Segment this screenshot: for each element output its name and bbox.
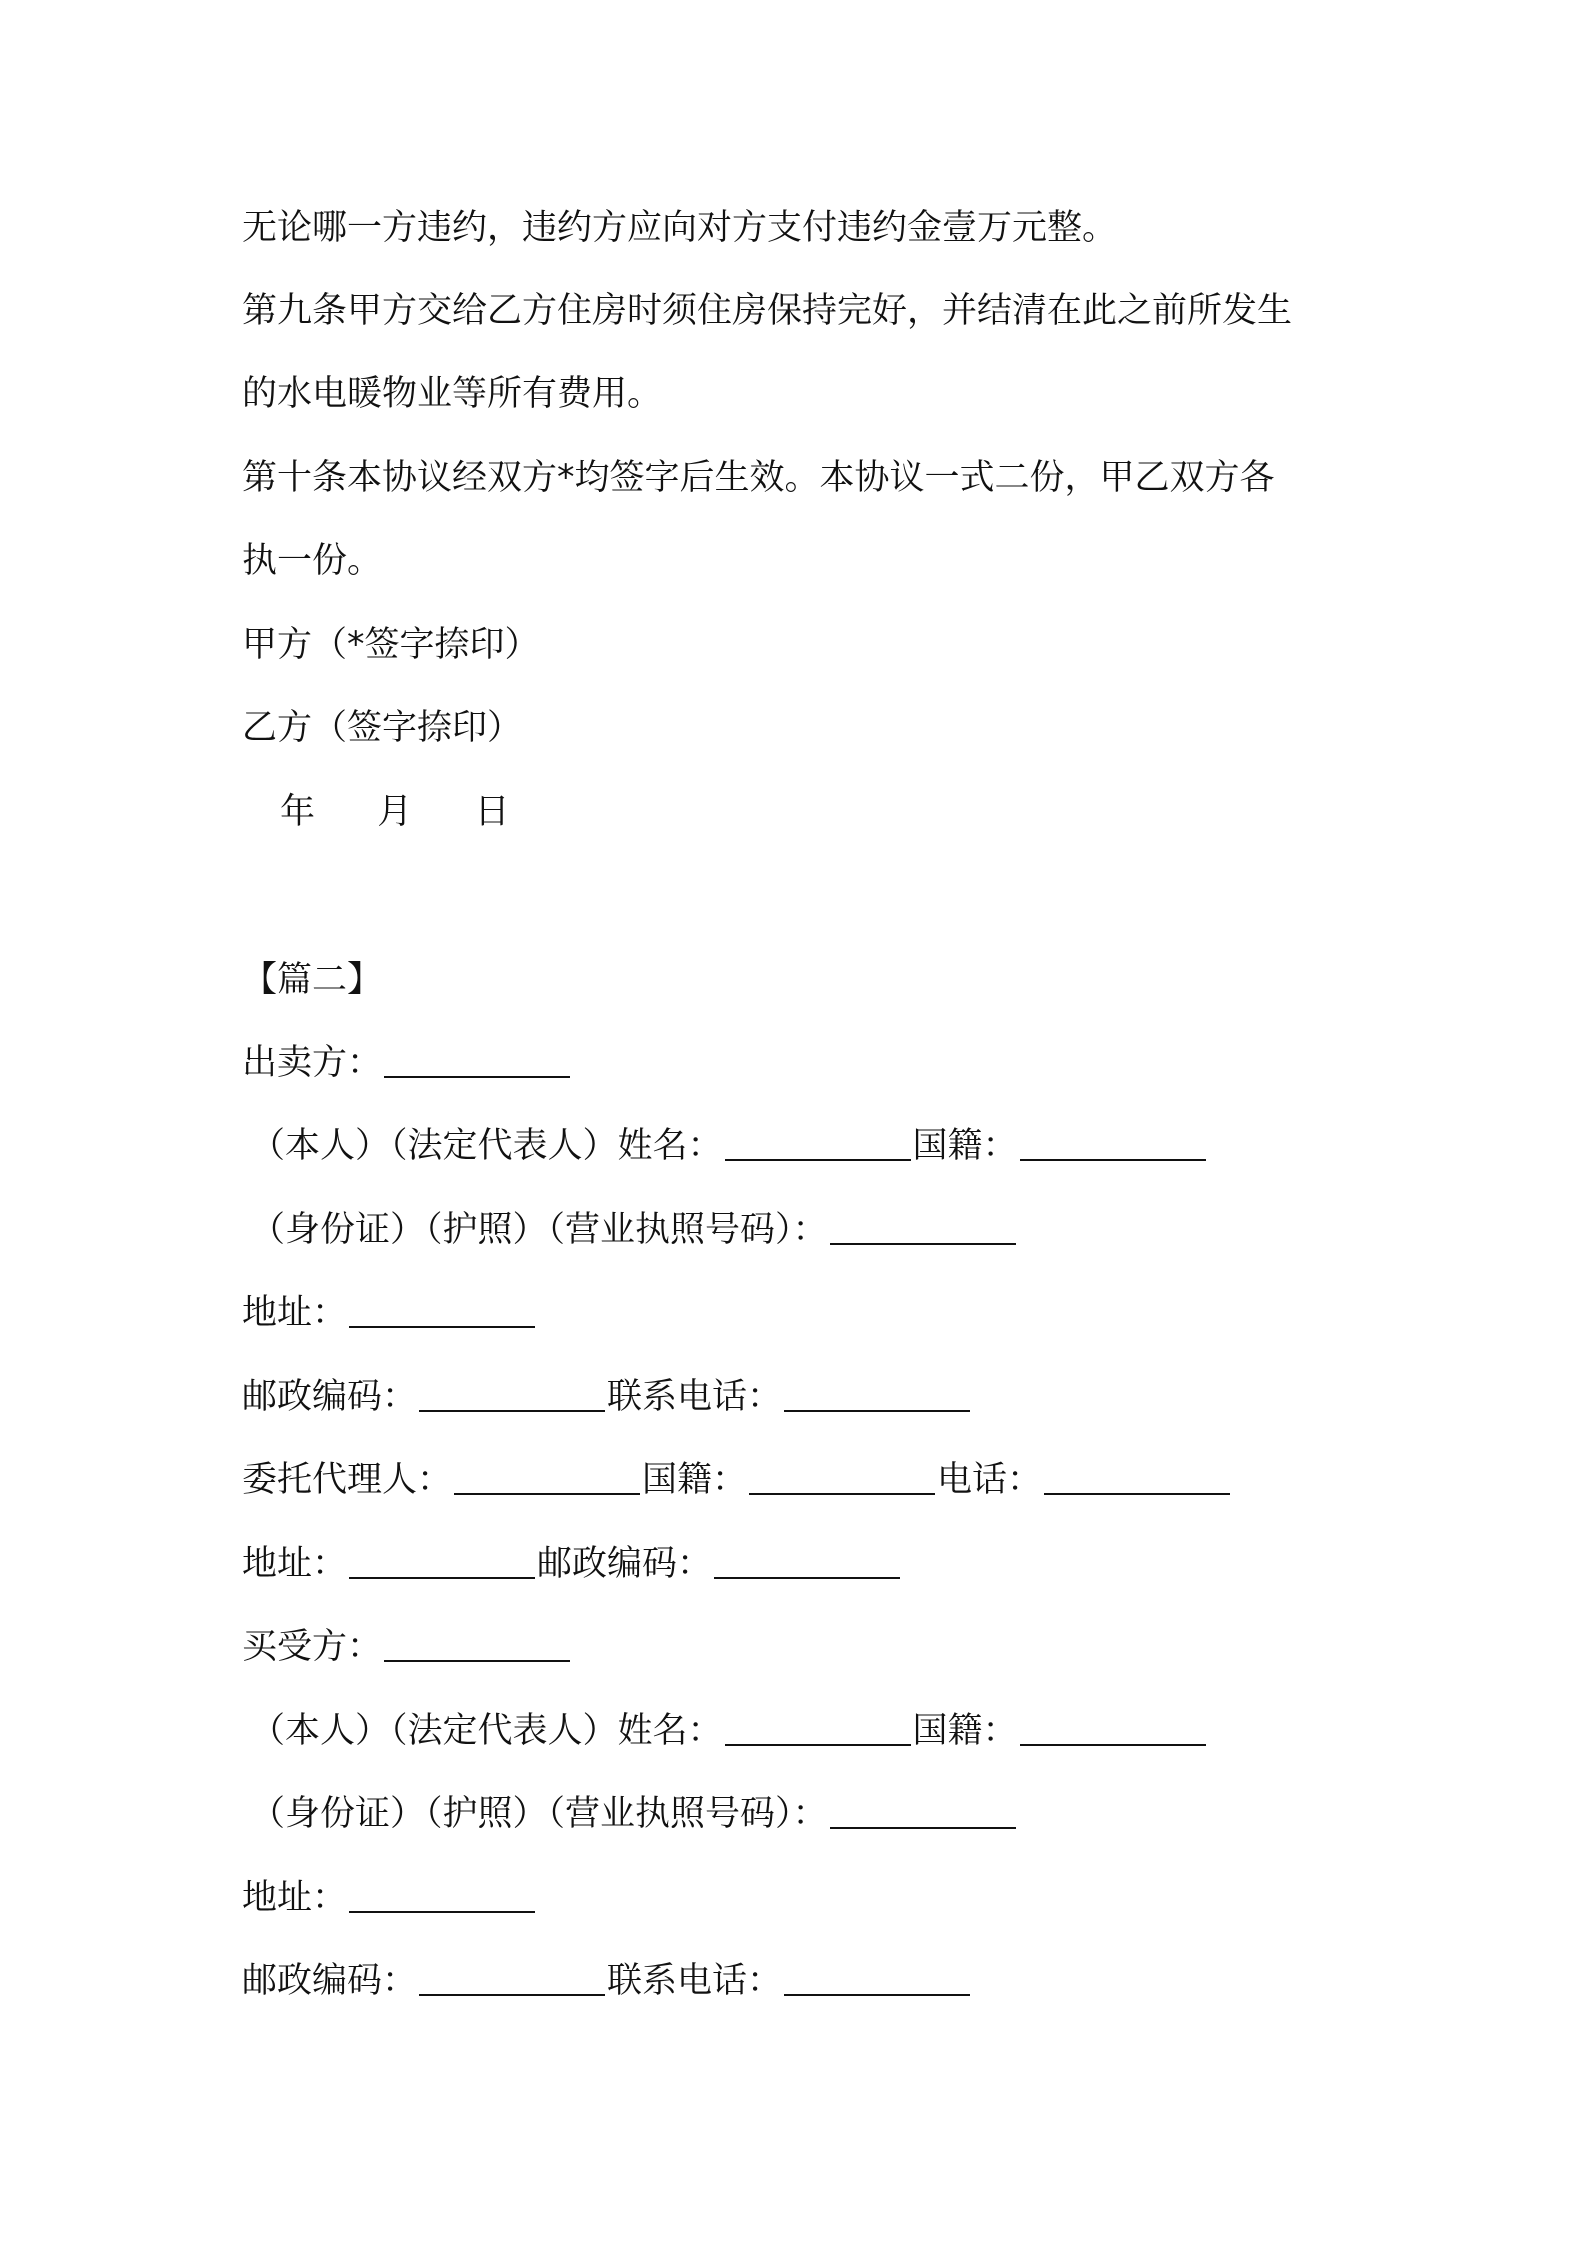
seller-agent-postcode-label: 邮政编码： [537, 1544, 713, 1584]
article-10-text-2: 执一份。 [242, 541, 383, 581]
party-b-signature-label: 乙方（签字捺印） [242, 708, 523, 748]
article-10-text-1: 第十条本协议经双方*均签字后生效。本协议一式二份，甲乙双方各 [242, 458, 1275, 498]
seller-agent-phone-label: 电话： [937, 1460, 1043, 1500]
article-9-text-1: 第九条甲方交给乙方住房时须住房保持完好，并结清在此之前所发生 [242, 291, 1293, 331]
buyer-phone-blank[interactable] [784, 1960, 970, 1996]
party-a-signature-line [242, 621, 540, 669]
buyer-blank[interactable] [384, 1626, 570, 1662]
buyer-id-line [250, 1790, 1018, 1838]
seller-agent-postcode-blank[interactable] [714, 1543, 900, 1579]
buyer-address-line [242, 1874, 537, 1922]
article-9-line-2 [242, 370, 662, 418]
party-a-signature-label: 甲方（*签字捺印） [242, 625, 540, 665]
article-10-line-1 [242, 454, 1275, 502]
date-day: 日 [474, 792, 510, 832]
seller-id-blank[interactable] [830, 1209, 1016, 1245]
seller-nationality-blank[interactable] [1020, 1125, 1206, 1161]
seller-postcode-blank[interactable] [419, 1376, 605, 1412]
seller-blank[interactable] [384, 1042, 570, 1078]
seller-agent-blank[interactable] [454, 1459, 640, 1495]
part-two-heading [242, 956, 382, 1004]
article-9-line-1 [242, 287, 1292, 335]
article-10-line-2 [242, 537, 382, 585]
buyer-id-blank[interactable] [830, 1793, 1016, 1829]
buyer-nationality-blank[interactable] [1020, 1710, 1206, 1746]
breach-clause-text: 无论哪一方违约，违约方应向对方支付违约金壹万元整。 [242, 208, 1118, 248]
buyer-line [242, 1623, 572, 1671]
buyer-address-label: 地址： [242, 1878, 348, 1918]
buyer-name-label: （本人）（法定代表人）姓名： [250, 1711, 723, 1751]
seller-address-line [242, 1289, 537, 1337]
seller-agent-line [242, 1456, 1232, 1504]
seller-nationality-label: 国籍： [912, 1126, 1018, 1166]
seller-name-blank[interactable] [725, 1125, 911, 1161]
seller-label: 出卖方： [242, 1043, 383, 1083]
party-b-signature-line [242, 704, 522, 752]
buyer-address-blank[interactable] [349, 1877, 535, 1913]
seller-address-blank[interactable] [349, 1292, 535, 1328]
seller-agent-label: 委托代理人： [242, 1460, 453, 1500]
seller-agent-phone-blank[interactable] [1044, 1459, 1230, 1495]
seller-name-label: （本人）（法定代表人）姓名： [250, 1126, 723, 1166]
buyer-nationality-label: 国籍： [912, 1711, 1018, 1751]
buyer-id-label: （身份证）（护照）（营业执照号码）： [250, 1794, 828, 1834]
date-year: 年 [280, 792, 316, 832]
buyer-phone-label: 联系电话： [607, 1961, 783, 2001]
buyer-postcode-blank[interactable] [419, 1960, 605, 1996]
seller-name-line [250, 1122, 1208, 1170]
seller-agent-address-line [242, 1540, 902, 1588]
part-two-heading-text: 【篇二】 [242, 960, 383, 1000]
buyer-postcode-label: 邮政编码： [242, 1961, 418, 2001]
seller-agent-address-label: 地址： [242, 1544, 348, 1584]
date-month: 月 [377, 792, 413, 832]
seller-phone-blank[interactable] [784, 1376, 970, 1412]
breach-clause-line [242, 204, 1117, 252]
buyer-contact-line [242, 1957, 972, 2005]
buyer-name-blank[interactable] [725, 1710, 911, 1746]
buyer-name-line [250, 1707, 1208, 1755]
seller-contact-line [242, 1373, 972, 1421]
seller-address-label: 地址： [242, 1293, 348, 1333]
seller-phone-label: 联系电话： [607, 1377, 783, 1417]
seller-id-label: （身份证）（护照）（营业执照号码）： [250, 1210, 828, 1250]
seller-agent-nationality-label: 国籍： [642, 1460, 748, 1500]
seller-line [242, 1039, 572, 1087]
seller-id-line [250, 1206, 1018, 1254]
buyer-label: 买受方： [242, 1627, 383, 1667]
seller-agent-nationality-blank[interactable] [749, 1459, 935, 1495]
article-9-text-2: 的水电暖物业等所有费用。 [242, 374, 663, 414]
date-line [280, 788, 510, 836]
seller-agent-address-blank[interactable] [349, 1543, 535, 1579]
seller-postcode-label: 邮政编码： [242, 1377, 418, 1417]
